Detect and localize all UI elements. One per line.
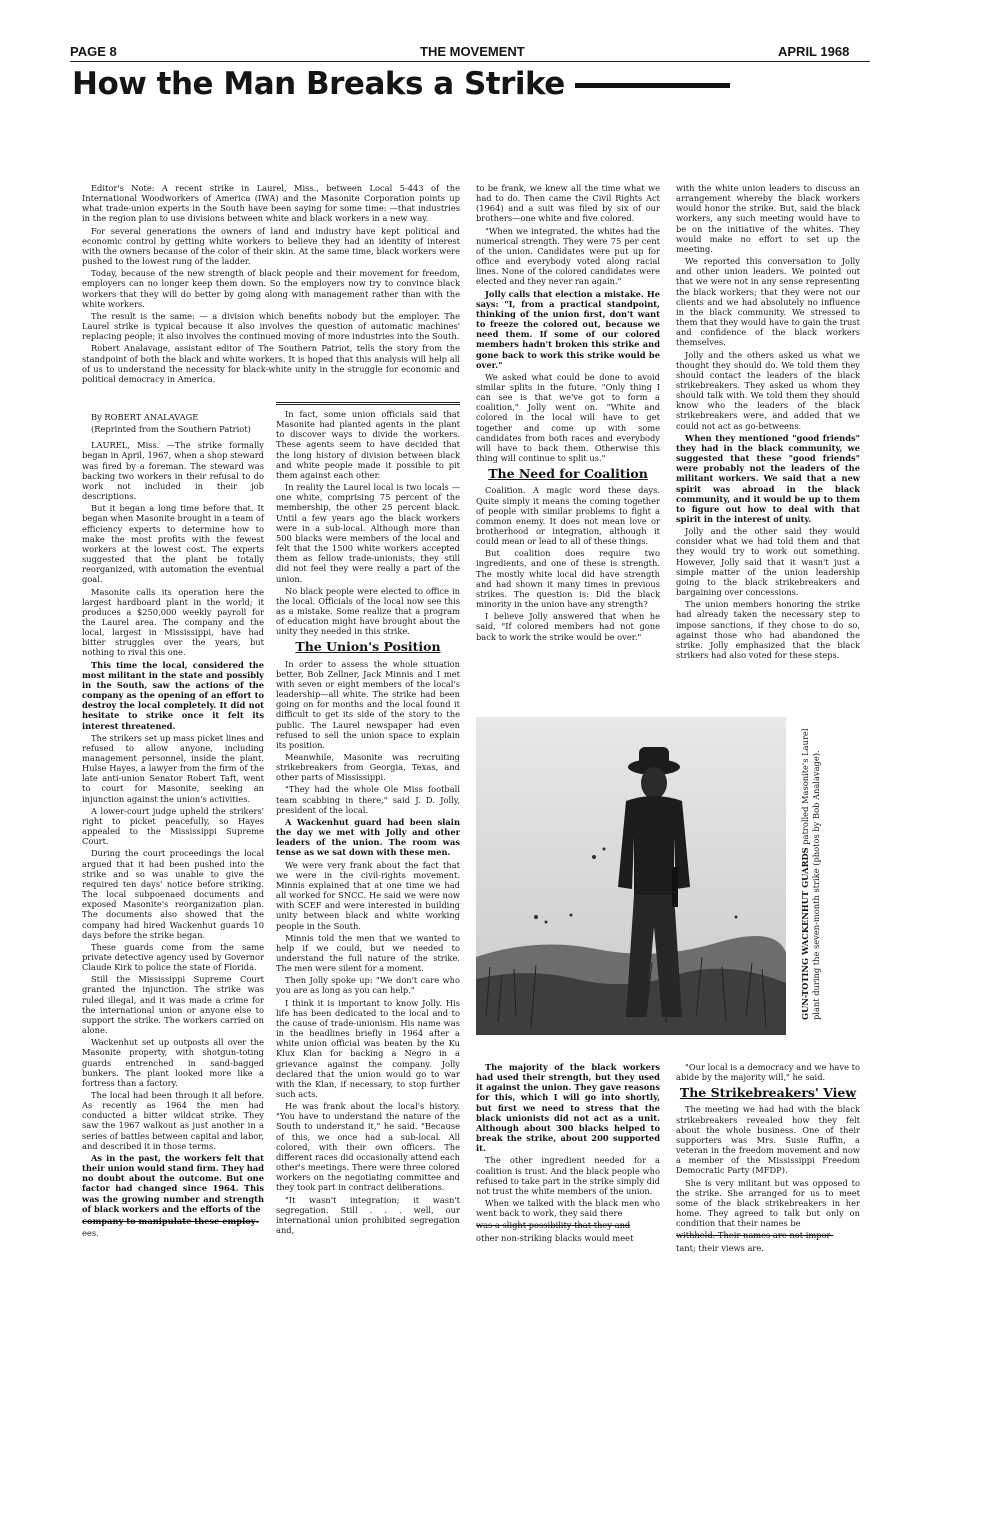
column-4b-first: "Our local is a democracy and we have to abide by the majority will," he said. xyxy=(676,1062,860,1083)
paragraph: to be frank, we knew all the time what we had to do. Then came the Civil Rights Act (1964) and a suit was filed by six of our brothers—one white and five colored. xyxy=(476,183,660,224)
column-1-end: ees. xyxy=(82,1228,99,1239)
paragraph: The union members honoring the strike had already taken the necessary step to impose sanctions, if they chose to do so, against those who had abandoned the strike. Jolly emphasized that the black strikers had also voted for these steps. xyxy=(676,599,860,661)
column-4b-body xyxy=(676,1104,860,1228)
paragraph: Jolly and the others asked us what we thought they should do. We told them they should contact the leaders of the black strikebreakers. They asked us whom they should talk with. We told them they should know who the leaders of the black strikebreakers were, and added that we could not act as go-betweens. xyxy=(676,349,860,431)
paragraph: The meeting we had had with the black strikebreakers revealed how they felt about the whole business. One of their supporters was Mrs. Susie Ruffin, a veteran in the freedom movement and now a member of the Mississippi Freedom Democratic Party (MFDP). xyxy=(676,1104,860,1176)
editor-note xyxy=(82,183,460,386)
paragraph: No black people were elected to office in the local. Officials of the local now see this as a mistake. Some realize that a program of education might have brought about the unity they needed in this strike. xyxy=(276,585,460,637)
paragraph: A lower-court judge upheld the strikers' right to picket peacefully, so Hayes appealed to the Mississippi Supreme Court. xyxy=(82,805,264,847)
paragraph: A Wackenhut guard had been slain the day we met with Jolly and other leaders of the union. The room was tense as we sat down with these men. xyxy=(276,816,460,858)
paragraph: The local had been through it all before. As recently as 1964 the men had conducted a bitter wildcat strike. They saw the 1967 walkout as just another in a series of battles between capital and labor, and described it in those terms. xyxy=(82,1090,264,1151)
paragraph: For several generations the owners of land and industry have kept political and economic control by getting white workers to believe they had an identity of interest with the owners because of the color of their skin. At the same time, black workers were pushed to the lowest rung of the ladder. xyxy=(82,225,460,267)
paragraph: The majority of the black workers had used their strength, but they used it against the union. They gave reasons for this, which I will go into shortly, but first we need to stress that the black unionists did not act as a unit. Although about 300 blacks helped to break the strike, about 200 supported it. xyxy=(476,1062,660,1154)
paragraph: LAUREL, Miss. —The strike formally began in April, 1967, when a shop steward was fired by a foreman. The steward was backing two workers in their refusal to do work not included in their job descriptions. xyxy=(82,440,264,502)
paragraph: Coalition. A magic word these days. Quite simply it means the coming together of people with similar problems to fight a common enemy. It does not mean love or brotherhood or integration, although it could mean or lead to all of these things. xyxy=(476,485,660,547)
paragraph: During the court proceedings the local argued that it had been pushed into the strike and so was unable to give the required ten days' notice before striking. The local subpoenaed documents and exposed Masonite's reorganization plan. The documents also showed that the company had hired Wackenhut guards 10 days before the strike began. xyxy=(82,848,264,940)
paragraph: Still the Mississippi Supreme Court granted the injunction. The strike was ruled illegal, and it was made a crime for the international union or anyone else to support the strike. The workers carried on alone. xyxy=(82,974,264,1036)
headline-text: How the Man Breaks a Strike xyxy=(72,66,565,102)
paragraph: These guards come from the same private detective agency used by Governor Claude Kirk to police the state of Florida. xyxy=(82,941,264,973)
paragraph: "They had the whole Ole Miss football team scabbing in there," said J. D. Jolly, president of the local. xyxy=(276,784,460,815)
paragraph: The strikers set up mass picket lines and refused to allow anyone, including management personnel, inside the plant. Hulse Hayes, a lawyer from the firm of the late anti-union Senator Robert Taft, went to court for Masonite, seeking an injunction against the union's activities. xyxy=(82,732,264,804)
subhead-unions-position: The Union's Position xyxy=(295,639,441,655)
paragraph: I think it is important to know Jolly. His life has been dedicated to the local and to the cause of trade-unionism. His name was in the headlines briefly in 1964 after a white union official was beaten by the Ku Klux Klan for backing a Negro in a grievance against the company. Jolly declared that the union would go to war with the Klan, if necessary, to stop further such acts. xyxy=(276,997,460,1099)
paragraph: Then Jolly spoke up: "We don't care who you are as long as you can help." xyxy=(276,975,460,996)
article-column-3-lower xyxy=(476,1062,660,1245)
article-column-4-lower xyxy=(676,1062,860,1255)
article-column-4 xyxy=(676,183,860,662)
struck-line-3: withheld. Their names are not impor- xyxy=(676,1230,834,1241)
paragraph: When we talked with the black men who went back to work, they said there xyxy=(476,1198,660,1219)
paragraph: In reality the Laurel local is two locals —one white, comprising 75 percent of the membership, the other 25 percent black. Until a few years ago the black workers were in a sub-local. Although more than 500 blacks were members of the local and felt that the 1500 white workers accepted them as fellow trade-unionists, they still did not feel they were really a part of the union. xyxy=(276,482,460,584)
paragraph: Robert Analavage, assistant editor of The Southern Patriot, tells the story from the standpoint of both the black and white workers. It is hoped that this analysis will help all of us to understand the necessity for black-white unity in the struggle for economic and political democracy in America. xyxy=(82,343,460,384)
headline-rule xyxy=(575,83,730,88)
paragraph: Masonite calls its operation here the largest hardboard plant in the world; it produces a $250,000 weekly payroll for the Laurel area. The company and the local, largest in Mississippi, have had bitter struggles over the years, but nothing to rival this one. xyxy=(82,586,264,658)
column-3-body xyxy=(476,183,660,463)
column-4b-end: tant; their views are. xyxy=(676,1242,764,1253)
paragraph: Jolly calls that election a mistake. He says: "I, from a practical standpoint, thinking of the union first, don't want to freeze the colored out, because we need them. If some of our colored members hadn't broken this strike and gone back to work this strike would be over." xyxy=(476,288,660,370)
column-3b-body xyxy=(476,485,660,641)
paragraph: Editor's Note: A recent strike in Laurel, Miss., between Local 5-443 of the International Woodworkers of America (IWA) and the Masonite Corporation points up what trade-union experts in the South have been saying for some time: —that industries in the region plan to use divisions between white and black workers in a new way. xyxy=(82,183,460,224)
paragraph: We reported this conversation to Jolly and other union leaders. We pointed out that we were not in any sense representing the black workers; that they were not our clients and we had absolutely no influence in the black community. We stressed to them that they would have to gain the trust and confidence of the black workers themselves. xyxy=(676,256,860,348)
column-1-body xyxy=(82,440,264,1214)
column-4-body xyxy=(676,183,860,660)
paragraph: with the white union leaders to discuss an arrangement whereby the black workers would honor the strike. But, said the black workers, any such meeting would have to be on the initiative of the whites. They would make no effort to set up the meeting. xyxy=(676,183,860,254)
column-3c-end: other non-striking blacks would meet xyxy=(476,1232,634,1243)
subhead-strikebreakers-view: The Strikebreakers' View xyxy=(679,1085,857,1101)
headline xyxy=(72,66,872,106)
paragraph: Jolly and the other said they would consider what we had told them and that they would try to work out something. However, Jolly said that it wasn't just a simple matter of the union leadership going to the black strikebreakers and bargaining over concessions. xyxy=(676,526,860,598)
paragraph: Today, because of the new strength of black people and their movement for freedom, employers can no longer keep them down. So the employers now try to convince black workers that they will do better by going along with management rather than with the white workers. xyxy=(82,268,460,309)
paragraph: The other ingredient needed for a coalition is trust. And the black people who refused to take part in the strike simply did not trust the white members of the union. xyxy=(476,1155,660,1196)
paragraph: Minnis told the men that we wanted to help if we could, but we needed to understand the full nature of the strike. The men were silent for a moment. xyxy=(276,932,460,974)
paragraph: This time the local, considered the most militant in the state and possibly in the South, saw the actions of the company as the opening of an effort to destroy the local completely. It did not hesitate to strike once it felt its interest threatened. xyxy=(82,659,264,731)
column-2-body xyxy=(276,409,460,636)
wackenhut-guard-photo xyxy=(476,717,786,1035)
column-2b-body xyxy=(276,659,460,1193)
article-column-1 xyxy=(82,412,264,1240)
paragraph: We were very frank about the fact that we were in the civil-rights movement. Minnis explained that at one time we had all worked for SNCC. He said we were now with SCEF and were interested in building unity between black and white working people in the South. xyxy=(276,859,460,931)
caption-text: patrolled Masonite's Laurel plant during the seven-month strike (photos by Bob Analavage). xyxy=(800,728,821,1020)
column-3c-body xyxy=(476,1062,660,1218)
paragraph: Wackenhut set up outposts all over the Masonite property, with shotgun-toting guards entrenched in sand-bagged bunkers. The plant looked more like a fortress than a factory. xyxy=(82,1037,264,1088)
photo-caption xyxy=(800,720,840,1020)
column-2-tail: "It wasn't integration; it wasn't segregation. Still . . . well, our international union prohibited segregation and, xyxy=(276,1194,460,1236)
paragraph: As in the past, the workers felt that their union would stand firm. They had no doubt about the outcome. But one factor had changed since 1964. This was the growing number and strength of black workers and the efforts of the xyxy=(82,1152,264,1214)
guard-photo-image xyxy=(476,717,786,1035)
paragraph: In order to assess the whole situation better, Bob Zellner, Jack Minnis and I met with seven or eight members of the local's leadership—all white. The strike had been going on for months and the local found it difficult to get its side of the story to the public. The Laurel newspaper had even refused to sell the union space to explain its position. xyxy=(276,658,460,750)
caption-bold: GUN-TOTING WACKENHUT GUARDS xyxy=(800,847,810,1020)
paragraph: "When we integrated, the whites had the numerical strength. They were 75 per cent of the union. Candidates were put up for office and everybody voted along racial lines. None of the colored candidates were elected and they never ran again." xyxy=(476,225,660,287)
section-divider xyxy=(276,402,460,405)
struck-line-2: was a slight possibility that they and xyxy=(476,1220,631,1231)
paragraph: She is very militant but was opposed to the strike. She arranged for us to meet some of the black strikebreakers in her home. They agreed to talk but only on condition that their names be xyxy=(676,1177,860,1229)
paragraph: He was frank about the local's history. "You have to understand the nature of the South to understand it," he said. "Because of this, we once had a sub-local. All colored, with their own officers. The different races did occasionally attend each other's meetings. There were three colored workers on the negotiating committee and they took part in contract deliberations. xyxy=(276,1101,460,1193)
paragraph: But coalition does require two ingredients, and one of these is strength. The mostly white local did have strength and had shown it many times in previous strikes. The question is: Did the black minority in the union have any strength? xyxy=(476,548,660,610)
paragraph: Meanwhile, Masonite was recruiting strikebreakers from Georgia, Texas, and other parts of Mississippi. xyxy=(276,752,460,783)
paragraph: We asked what could be done to avoid similar splits in the future. "Only thing I can see is that we've got to form a coalition," Jolly went on. "White and colored in the local will have to get together and come up with some candidates from both races and everybody will have to back them. Otherwise this thing will continue to split us." xyxy=(476,371,660,464)
byline-author: By ROBERT ANALAVAGE xyxy=(91,412,199,422)
subhead-need-for-coalition: The Need for Coalition xyxy=(488,466,648,482)
issue-date: APRIL 1968 xyxy=(778,44,850,59)
byline-reprint: (Reprinted from the Southern Patriot) xyxy=(91,424,251,435)
paragraph: In fact, some union officials said that Masonite had planted agents in the plant to discover ways to divide the workers. These agents seem to have decided that the long history of division between black and white people made it possible to pit them against each other. xyxy=(276,409,460,480)
article-column-2 xyxy=(276,402,460,1237)
paragraph: But it began a long time before that. It began when Masonite brought in a team of efficiency experts to determine how to make the most profits with the fewest workers at the lowest cost. The experts suggested that the plant be totally reorganized, with automation the eventual goal. xyxy=(82,503,264,585)
masthead xyxy=(70,44,870,62)
article-column-3 xyxy=(476,183,660,644)
paragraph: When they mentioned "good friends" they had in the black community, we suggested that these "good friends" were probably not the leaders of the militant workers. We said that a new spirit was abroad in the black community, and it would be up to them to figure out how to deal with that spirit in the interest of unity. xyxy=(676,432,860,524)
paragraph: The result is the same: — a division which benefits nobody but the employer. The Laurel strike is typical because it also involves the question of automatic machines' replacing people; it also involves the continued moving of more industries into the South. xyxy=(82,310,460,342)
paper-name: THE MOVEMENT xyxy=(420,44,525,59)
masthead-rule xyxy=(70,61,870,62)
page-number: PAGE 8 xyxy=(70,44,117,59)
paragraph: I believe Jolly answered that when he said, "If colored members had not gone back to work the strike would be over." xyxy=(476,611,660,642)
struck-line: company to manipulate these employ- xyxy=(82,1215,260,1226)
